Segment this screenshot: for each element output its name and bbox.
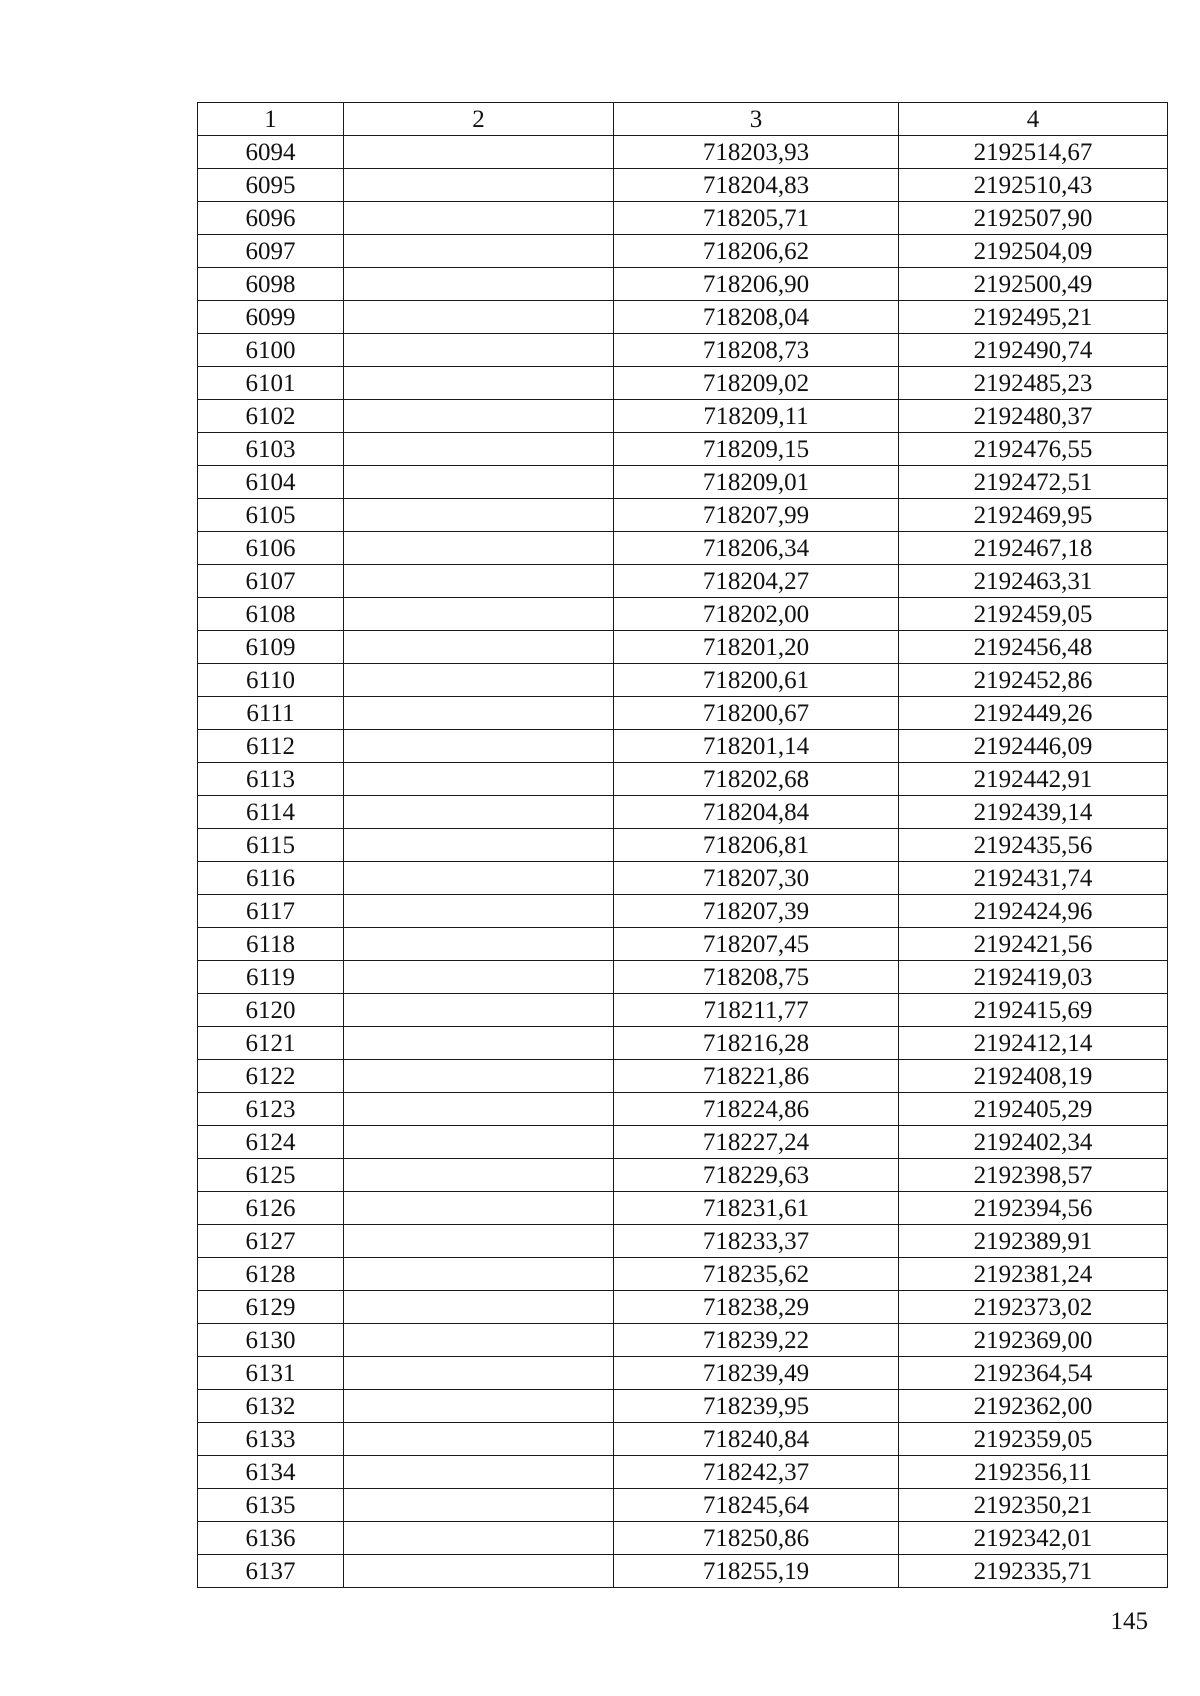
point-number-cell: 6116 xyxy=(198,862,344,895)
empty-cell xyxy=(344,895,614,928)
point-number-cell: 6117 xyxy=(198,895,344,928)
x-coordinate-cell: 718209,02 xyxy=(614,367,899,400)
point-number-cell: 6137 xyxy=(198,1555,344,1588)
table-row xyxy=(198,1258,1168,1291)
x-coordinate-cell: 718239,49 xyxy=(614,1357,899,1390)
x-coordinate-cell: 718208,75 xyxy=(614,961,899,994)
empty-cell xyxy=(344,268,614,301)
x-coordinate-cell: 718227,24 xyxy=(614,1126,899,1159)
table-row xyxy=(198,565,1168,598)
point-number-cell: 6129 xyxy=(198,1291,344,1324)
table-row xyxy=(198,1291,1168,1324)
empty-cell xyxy=(344,1093,614,1126)
table-header xyxy=(198,103,1168,136)
point-number-cell: 6131 xyxy=(198,1357,344,1390)
point-number-cell: 6110 xyxy=(198,664,344,697)
empty-cell xyxy=(344,1258,614,1291)
y-coordinate-cell: 2192514,67 xyxy=(899,136,1168,169)
y-coordinate-cell: 2192469,95 xyxy=(899,499,1168,532)
point-number-cell: 6105 xyxy=(198,499,344,532)
table-row xyxy=(198,202,1168,235)
empty-cell xyxy=(344,631,614,664)
x-coordinate-cell: 718250,86 xyxy=(614,1522,899,1555)
table-row xyxy=(198,499,1168,532)
x-coordinate-cell: 718209,15 xyxy=(614,433,899,466)
x-coordinate-cell: 718208,04 xyxy=(614,301,899,334)
y-coordinate-cell: 2192435,56 xyxy=(899,829,1168,862)
y-coordinate-cell: 2192402,34 xyxy=(899,1126,1168,1159)
table-row xyxy=(198,895,1168,928)
point-number-cell: 6100 xyxy=(198,334,344,367)
y-coordinate-cell: 2192452,86 xyxy=(899,664,1168,697)
y-coordinate-cell: 2192510,43 xyxy=(899,169,1168,202)
x-coordinate-cell: 718201,14 xyxy=(614,730,899,763)
point-number-cell: 6108 xyxy=(198,598,344,631)
empty-cell xyxy=(344,169,614,202)
point-number-cell: 6119 xyxy=(198,961,344,994)
point-number-cell: 6097 xyxy=(198,235,344,268)
y-coordinate-cell: 2192500,49 xyxy=(899,268,1168,301)
point-number-cell: 6135 xyxy=(198,1489,344,1522)
x-coordinate-cell: 718204,27 xyxy=(614,565,899,598)
x-coordinate-cell: 718229,63 xyxy=(614,1159,899,1192)
y-coordinate-cell: 2192456,48 xyxy=(899,631,1168,664)
x-coordinate-cell: 718239,95 xyxy=(614,1390,899,1423)
table-row xyxy=(198,928,1168,961)
table-row xyxy=(198,730,1168,763)
empty-cell xyxy=(344,1357,614,1390)
empty-cell xyxy=(344,763,614,796)
x-coordinate-cell: 718207,99 xyxy=(614,499,899,532)
table-row xyxy=(198,301,1168,334)
y-coordinate-cell: 2192476,55 xyxy=(899,433,1168,466)
table-row xyxy=(198,1555,1168,1588)
table-row xyxy=(198,961,1168,994)
point-number-cell: 6136 xyxy=(198,1522,344,1555)
table-row xyxy=(198,532,1168,565)
table-row xyxy=(198,136,1168,169)
y-coordinate-cell: 2192381,24 xyxy=(899,1258,1168,1291)
header-row xyxy=(198,103,1168,136)
point-number-cell: 6130 xyxy=(198,1324,344,1357)
table-row xyxy=(198,433,1168,466)
point-number-cell: 6106 xyxy=(198,532,344,565)
y-coordinate-cell: 2192459,05 xyxy=(899,598,1168,631)
column-header-2: 2 xyxy=(344,103,614,136)
point-number-cell: 6121 xyxy=(198,1027,344,1060)
x-coordinate-cell: 718204,84 xyxy=(614,796,899,829)
point-number-cell: 6118 xyxy=(198,928,344,961)
empty-cell xyxy=(344,697,614,730)
empty-cell xyxy=(344,730,614,763)
table-row xyxy=(198,631,1168,664)
point-number-cell: 6104 xyxy=(198,466,344,499)
empty-cell xyxy=(344,862,614,895)
column-header-4: 4 xyxy=(899,103,1168,136)
table-row xyxy=(198,1324,1168,1357)
y-coordinate-cell: 2192359,05 xyxy=(899,1423,1168,1456)
x-coordinate-cell: 718206,62 xyxy=(614,235,899,268)
table-row xyxy=(198,994,1168,1027)
empty-cell xyxy=(344,1324,614,1357)
point-number-cell: 6109 xyxy=(198,631,344,664)
empty-cell xyxy=(344,1291,614,1324)
point-number-cell: 6099 xyxy=(198,301,344,334)
table-body xyxy=(198,136,1168,1588)
y-coordinate-cell: 2192446,09 xyxy=(899,730,1168,763)
table-row xyxy=(198,1456,1168,1489)
table-row xyxy=(198,1390,1168,1423)
table-row xyxy=(198,1423,1168,1456)
table-row xyxy=(198,697,1168,730)
x-coordinate-cell: 718224,86 xyxy=(614,1093,899,1126)
point-number-cell: 6133 xyxy=(198,1423,344,1456)
x-coordinate-cell: 718209,01 xyxy=(614,466,899,499)
point-number-cell: 6113 xyxy=(198,763,344,796)
table-row xyxy=(198,334,1168,367)
table-row xyxy=(198,796,1168,829)
y-coordinate-cell: 2192369,00 xyxy=(899,1324,1168,1357)
y-coordinate-cell: 2192495,21 xyxy=(899,301,1168,334)
x-coordinate-cell: 718240,84 xyxy=(614,1423,899,1456)
x-coordinate-cell: 718216,28 xyxy=(614,1027,899,1060)
point-number-cell: 6124 xyxy=(198,1126,344,1159)
point-number-cell: 6126 xyxy=(198,1192,344,1225)
y-coordinate-cell: 2192463,31 xyxy=(899,565,1168,598)
empty-cell xyxy=(344,1225,614,1258)
point-number-cell: 6115 xyxy=(198,829,344,862)
x-coordinate-cell: 718238,29 xyxy=(614,1291,899,1324)
empty-cell xyxy=(344,994,614,1027)
x-coordinate-cell: 718235,62 xyxy=(614,1258,899,1291)
x-coordinate-cell: 718200,67 xyxy=(614,697,899,730)
x-coordinate-cell: 718242,37 xyxy=(614,1456,899,1489)
y-coordinate-cell: 2192356,11 xyxy=(899,1456,1168,1489)
y-coordinate-cell: 2192394,56 xyxy=(899,1192,1168,1225)
table-row xyxy=(198,829,1168,862)
table-row xyxy=(198,1192,1168,1225)
table-row xyxy=(198,235,1168,268)
x-coordinate-cell: 718245,64 xyxy=(614,1489,899,1522)
x-coordinate-cell: 718206,81 xyxy=(614,829,899,862)
empty-cell xyxy=(344,796,614,829)
column-header-1: 1 xyxy=(198,103,344,136)
x-coordinate-cell: 718208,73 xyxy=(614,334,899,367)
empty-cell xyxy=(344,466,614,499)
y-coordinate-cell: 2192504,09 xyxy=(899,235,1168,268)
point-number-cell: 6122 xyxy=(198,1060,344,1093)
y-coordinate-cell: 2192431,74 xyxy=(899,862,1168,895)
empty-cell xyxy=(344,664,614,697)
table-row xyxy=(198,763,1168,796)
y-coordinate-cell: 2192442,91 xyxy=(899,763,1168,796)
empty-cell xyxy=(344,961,614,994)
empty-cell xyxy=(344,334,614,367)
x-coordinate-cell: 718207,39 xyxy=(614,895,899,928)
column-header-3: 3 xyxy=(614,103,899,136)
table-row xyxy=(198,400,1168,433)
x-coordinate-cell: 718211,77 xyxy=(614,994,899,1027)
point-number-cell: 6128 xyxy=(198,1258,344,1291)
empty-cell xyxy=(344,400,614,433)
empty-cell xyxy=(344,565,614,598)
x-coordinate-cell: 718207,30 xyxy=(614,862,899,895)
coordinates-table xyxy=(197,102,1168,1588)
x-coordinate-cell: 718204,83 xyxy=(614,169,899,202)
point-number-cell: 6096 xyxy=(198,202,344,235)
empty-cell xyxy=(344,1060,614,1093)
point-number-cell: 6125 xyxy=(198,1159,344,1192)
point-number-cell: 6098 xyxy=(198,268,344,301)
empty-cell xyxy=(344,1555,614,1588)
x-coordinate-cell: 718255,19 xyxy=(614,1555,899,1588)
y-coordinate-cell: 2192490,74 xyxy=(899,334,1168,367)
table-row xyxy=(198,1357,1168,1390)
table-row xyxy=(198,268,1168,301)
x-coordinate-cell: 718203,93 xyxy=(614,136,899,169)
y-coordinate-cell: 2192480,37 xyxy=(899,400,1168,433)
empty-cell xyxy=(344,1159,614,1192)
table-row xyxy=(198,1126,1168,1159)
table-row xyxy=(198,367,1168,400)
empty-cell xyxy=(344,1027,614,1060)
table-row xyxy=(198,1027,1168,1060)
x-coordinate-cell: 718209,11 xyxy=(614,400,899,433)
table-row xyxy=(198,1060,1168,1093)
table-row xyxy=(198,1489,1168,1522)
empty-cell xyxy=(344,1489,614,1522)
point-number-cell: 6101 xyxy=(198,367,344,400)
x-coordinate-cell: 718205,71 xyxy=(614,202,899,235)
x-coordinate-cell: 718207,45 xyxy=(614,928,899,961)
x-coordinate-cell: 718221,86 xyxy=(614,1060,899,1093)
empty-cell xyxy=(344,1126,614,1159)
x-coordinate-cell: 718200,61 xyxy=(614,664,899,697)
point-number-cell: 6107 xyxy=(198,565,344,598)
point-number-cell: 6134 xyxy=(198,1456,344,1489)
point-number-cell: 6102 xyxy=(198,400,344,433)
empty-cell xyxy=(344,1423,614,1456)
point-number-cell: 6111 xyxy=(198,697,344,730)
empty-cell xyxy=(344,499,614,532)
empty-cell xyxy=(344,928,614,961)
point-number-cell: 6123 xyxy=(198,1093,344,1126)
y-coordinate-cell: 2192419,03 xyxy=(899,961,1168,994)
empty-cell xyxy=(344,598,614,631)
y-coordinate-cell: 2192472,51 xyxy=(899,466,1168,499)
x-coordinate-cell: 718233,37 xyxy=(614,1225,899,1258)
y-coordinate-cell: 2192398,57 xyxy=(899,1159,1168,1192)
y-coordinate-cell: 2192373,02 xyxy=(899,1291,1168,1324)
point-number-cell: 6095 xyxy=(198,169,344,202)
empty-cell xyxy=(344,235,614,268)
point-number-cell: 6132 xyxy=(198,1390,344,1423)
empty-cell xyxy=(344,301,614,334)
y-coordinate-cell: 2192364,54 xyxy=(899,1357,1168,1390)
point-number-cell: 6103 xyxy=(198,433,344,466)
empty-cell xyxy=(344,829,614,862)
point-number-cell: 6112 xyxy=(198,730,344,763)
point-number-cell: 6127 xyxy=(198,1225,344,1258)
table-row xyxy=(198,664,1168,697)
table-row xyxy=(198,1159,1168,1192)
y-coordinate-cell: 2192467,18 xyxy=(899,532,1168,565)
page-number: 145 xyxy=(1110,1608,1148,1635)
y-coordinate-cell: 2192408,19 xyxy=(899,1060,1168,1093)
y-coordinate-cell: 2192421,56 xyxy=(899,928,1168,961)
empty-cell xyxy=(344,136,614,169)
point-number-cell: 6114 xyxy=(198,796,344,829)
empty-cell xyxy=(344,1522,614,1555)
y-coordinate-cell: 2192405,29 xyxy=(899,1093,1168,1126)
y-coordinate-cell: 2192335,71 xyxy=(899,1555,1168,1588)
empty-cell xyxy=(344,1192,614,1225)
table-row xyxy=(198,598,1168,631)
y-coordinate-cell: 2192449,26 xyxy=(899,697,1168,730)
table-row xyxy=(198,1225,1168,1258)
y-coordinate-cell: 2192507,90 xyxy=(899,202,1168,235)
table-row xyxy=(198,466,1168,499)
table-row xyxy=(198,1093,1168,1126)
empty-cell xyxy=(344,433,614,466)
y-coordinate-cell: 2192342,01 xyxy=(899,1522,1168,1555)
y-coordinate-cell: 2192412,14 xyxy=(899,1027,1168,1060)
table-row xyxy=(198,169,1168,202)
x-coordinate-cell: 718206,34 xyxy=(614,532,899,565)
x-coordinate-cell: 718206,90 xyxy=(614,268,899,301)
table-row xyxy=(198,862,1168,895)
x-coordinate-cell: 718202,68 xyxy=(614,763,899,796)
y-coordinate-cell: 2192485,23 xyxy=(899,367,1168,400)
empty-cell xyxy=(344,367,614,400)
point-number-cell: 6120 xyxy=(198,994,344,1027)
table-row xyxy=(198,1522,1168,1555)
y-coordinate-cell: 2192362,00 xyxy=(899,1390,1168,1423)
y-coordinate-cell: 2192350,21 xyxy=(899,1489,1168,1522)
x-coordinate-cell: 718231,61 xyxy=(614,1192,899,1225)
empty-cell xyxy=(344,202,614,235)
x-coordinate-cell: 718239,22 xyxy=(614,1324,899,1357)
empty-cell xyxy=(344,1456,614,1489)
y-coordinate-cell: 2192424,96 xyxy=(899,895,1168,928)
y-coordinate-cell: 2192389,91 xyxy=(899,1225,1168,1258)
x-coordinate-cell: 718202,00 xyxy=(614,598,899,631)
point-number-cell: 6094 xyxy=(198,136,344,169)
y-coordinate-cell: 2192439,14 xyxy=(899,796,1168,829)
empty-cell xyxy=(344,532,614,565)
x-coordinate-cell: 718201,20 xyxy=(614,631,899,664)
empty-cell xyxy=(344,1390,614,1423)
y-coordinate-cell: 2192415,69 xyxy=(899,994,1168,1027)
